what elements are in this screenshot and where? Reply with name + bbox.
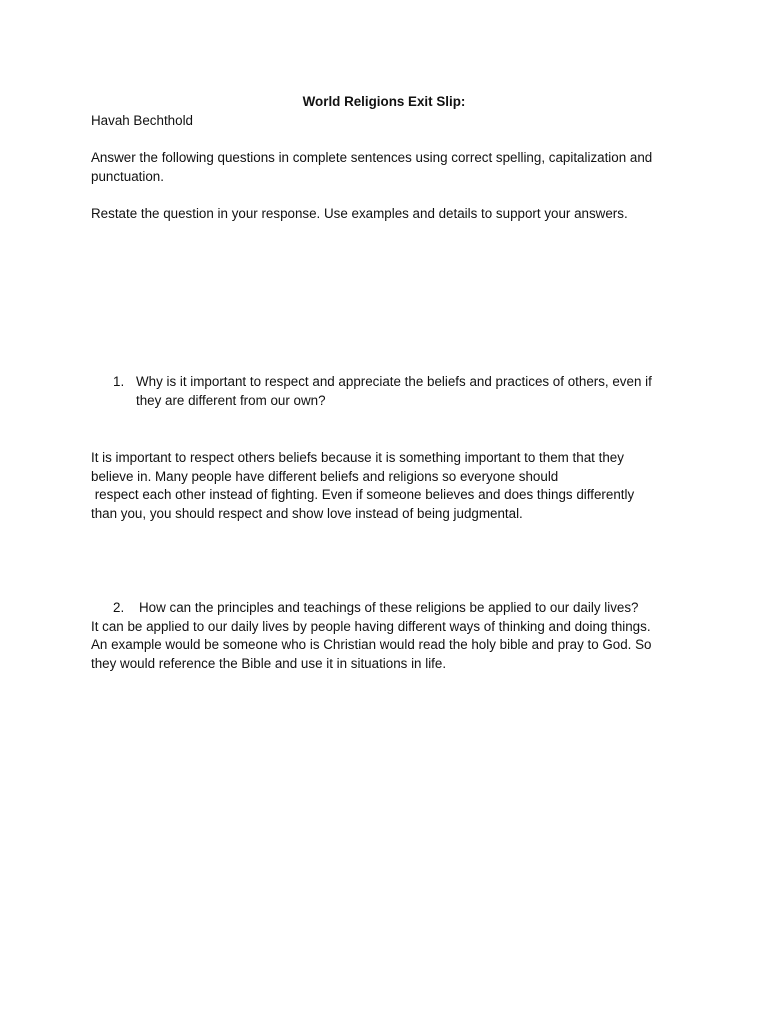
question-1-line-1: Why is it important to respect and appreciate the beliefs and practices of others, even if [136,374,652,389]
answer-1-line-2: believe in. Many people have different beliefs and religions so everyone should [91,469,559,484]
question-1-line-2: they are different from our own? [136,393,326,408]
document-title: World Religions Exit Slip: [302,94,466,109]
instructions-line-2: punctuation. [91,169,164,184]
instructions-line-1: Answer the following questions in complete sentences using correct spelling, capitalization and [91,150,653,165]
author-name: Havah Bechthold [91,113,193,128]
answer-1-line-4: than you, you should respect and show love instead of being judgmental. [91,506,523,521]
answer-1-line-3: respect each other instead of fighting. Even if someone believes and does things differently [91,487,635,502]
question-2-number: 2. [113,600,125,615]
question-1-number: 1. [113,374,125,389]
question-2-text: How can the principles and teachings of these religions be applied to our daily lives? [139,600,639,615]
answer-2-line-3: they would reference the Bible and use it in situations in life. [91,656,447,671]
answer-1-line-1: It is important to respect others beliefs because it is something important to them that they [91,450,624,465]
answer-2-line-2: An example would be someone who is Christian would read the holy bible and pray to God. So [91,637,652,652]
answer-2-line-1: It can be applied to our daily lives by people having different ways of thinking and doing things. [91,619,651,634]
instructions-restate: Restate the question in your response. Use examples and details to support your answers. [91,206,628,221]
